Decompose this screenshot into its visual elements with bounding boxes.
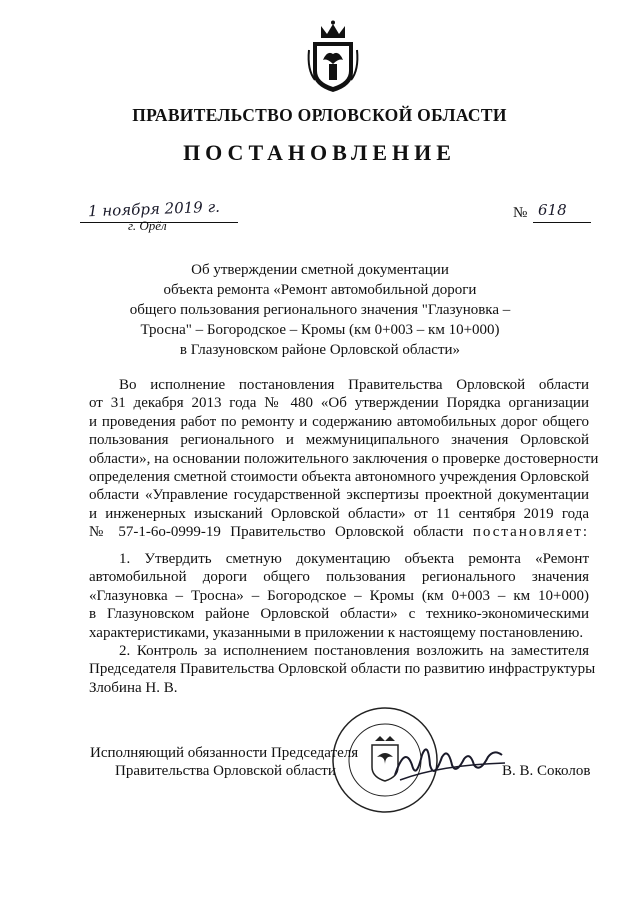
handwritten-signature — [390, 735, 510, 790]
text-line: области», на основании положительного заключения о проверке достоверности — [89, 450, 599, 467]
text-line: и проведения работ по ремонту и содержанию автомобильных дорог общего — [89, 413, 589, 430]
text-line: характеристиками, указанными в приложении к настоящему постановлению. — [89, 624, 584, 641]
clause-1-paragraph — [89, 550, 589, 642]
subject-line: в Глазуновском районе Орловской области» — [179, 342, 461, 358]
clause-2-paragraph — [89, 642, 596, 697]
signatory-name: В. В. Соколов — [502, 763, 591, 779]
signatory-position-line2: Правительства Орловской области — [115, 763, 336, 779]
text-line: автомобильной дороги общего пользования регионального значения — [89, 569, 589, 586]
preamble-paragraph — [89, 376, 599, 542]
text-line: в Глазуновском районе Орловской области» с технико-экономическими — [89, 606, 589, 623]
text-line: от 31 декабря 2013 года № 480 «Об утверждении Порядка организации — [89, 395, 589, 412]
text-line-final — [89, 523, 589, 541]
subject-line: Об утверждении сметной документации — [191, 262, 449, 278]
text-line: 2. Контроль за исполнением постановления возложить на заместителя — [119, 643, 589, 659]
text-fragment: № 57-1-6о-0999-19 Правительство Орловской области — [89, 524, 464, 541]
handwritten-date: 1 ноября 2019 г. — [87, 197, 221, 221]
number-underline — [533, 222, 591, 223]
coat-of-arms-emblem — [305, 20, 361, 94]
government-title: ПРАВИТЕЛЬСТВО ОРЛОВСКОЙ ОБЛАСТИ — [132, 105, 507, 125]
text-line: Злобина Н. В. — [89, 679, 178, 696]
text-line: «Глазуновка – Тросна» – Богородское – Кромы (км 0+003 – км 10+000) — [89, 587, 589, 604]
text-line: области «Управление государственной экспертизы проектной документации — [89, 487, 589, 504]
text-line: Председателя Правительства Орловской области по развитию инфраструктуры — [89, 661, 596, 678]
subject-line: Тросна" – Богородское – Кромы (км 0+003 – км 10+000) — [140, 322, 500, 338]
subject-line: общего пользования регионального значения "Глазуновка – — [129, 302, 511, 318]
text-line: Во исполнение постановления Правительства Орловской области — [119, 377, 589, 393]
city-label: г. Орёл — [128, 218, 167, 233]
subject-line: объекта ремонта «Ремонт автомобильной дороги — [163, 282, 477, 298]
text-line: и инженерных изысканий Орловской области» от 11 сентября 2019 года — [89, 505, 589, 522]
document-type: ПОСТАНОВЛЕНИЕ — [183, 140, 456, 165]
document-subject — [110, 260, 530, 360]
text-line: 1. Утвердить сметную документацию объекта ремонта «Ремонт — [119, 551, 589, 567]
resolves-keyword: постановляет: — [472, 524, 590, 541]
text-line: определения сметной стоимости объекта автономного учреждения Орловской — [89, 469, 589, 486]
signatory-position-line1: Исполняющий обязанности Председателя — [90, 745, 359, 761]
handwritten-number: 618 — [538, 201, 567, 219]
number-label: № — [513, 205, 528, 221]
text-line: пользования регионального и межмуниципального значения Орловской — [89, 432, 589, 449]
